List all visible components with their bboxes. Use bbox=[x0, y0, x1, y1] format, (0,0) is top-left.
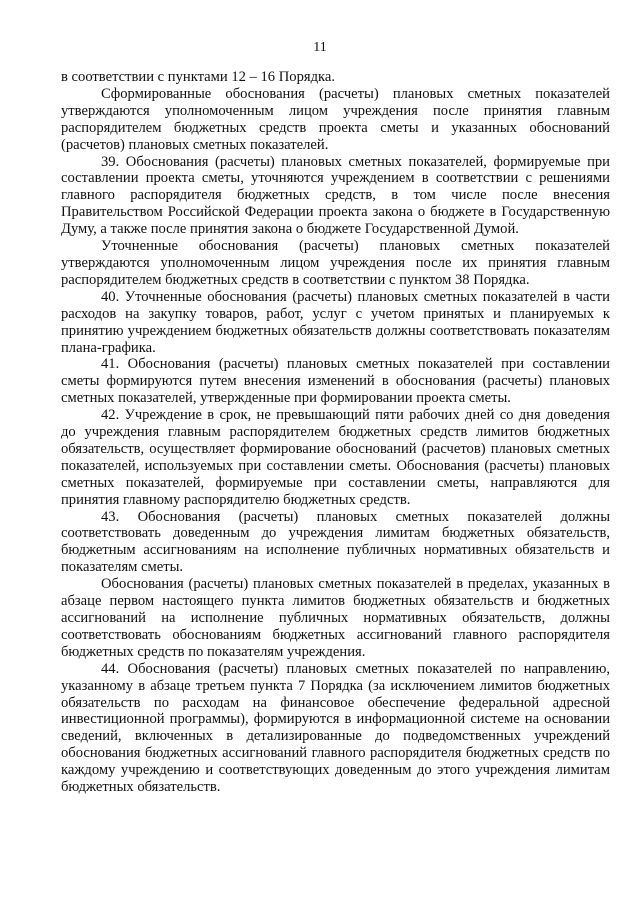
page-number: 11 bbox=[313, 40, 327, 55]
clause-41: 41. Обоснования (расчеты) плановых сметных показателей при составлении сметы формируются путем внесения изменений в обоснования (расчеты) плановых сметных показателей, утвержденные при формировании проекта сметы. bbox=[61, 356, 610, 407]
document-body bbox=[61, 69, 610, 796]
paragraph-refined-approval: Уточненные обоснования (расчеты) плановых сметных показателей утверждаются уполномоченным лицом учреждения после их принятия главным распорядителем бюджетных средств в соответствии с пунктом 38 Порядка. bbox=[61, 238, 610, 288]
clause-43: 43. Обоснования (расчеты) плановых сметных показателей должны соответствовать доведенным до учреждения лимитам бюджетных обязательств, бюджетным ассигнованиям на исполнение публичных нормативных обязательств и показателям сметы. bbox=[61, 508, 610, 576]
clause-40: 40. Уточненные обоснования (расчеты) плановых сметных показателей в части расходов на закупку товаров, работ, услуг с учетом принятых и планируемых к принятию учреждением бюджетных обязательств должны соответствовать показателям плана-графика. bbox=[61, 288, 610, 356]
paragraph-43-limits: Обоснования (расчеты) плановых сметных показателей в пределах, указанных в абзаце первом настоящего пункта лимитов бюджетных обязательств и бюджетных ассигнований на исполнение публичных нормативных обязательств, должны соответствовать обоснованиям бюджетных ассигнований главного распорядителя бюджетных средств по показателям учреждения. bbox=[61, 576, 610, 660]
clause-44: 44. Обоснования (расчеты) плановых сметных показателей по направлению, указанному в абзаце третьем пункта 7 Порядка (за исключением лимитов бюджетных обязательств по расходам на финансовое обеспечение федеральной адресной инвестиционной программы), формируются в информационной системе на основании сведений, включенных в детализированные до подведомственных учреждений обоснования бюджетных ассигнований главного распорядителя бюджетных средств по каждому учреждению и соответствующих доведенным до этого учреждения лимитам бюджетных обязательств. bbox=[61, 660, 610, 796]
paragraph-continuation: в соответствии с пунктами 12 – 16 Порядка. bbox=[61, 69, 336, 85]
clause-39: 39. Обоснования (расчеты) плановых сметных показателей, формируемые при составлении проекта сметы, уточняются учреждением в соответствии с решениями главного распорядителя бюджетных средств, в том числе после внесения Правительством Российской Федерации проекта закона о бюджете в Государственную Думу, а также после принятия закона о бюджете Государственной Думой. bbox=[61, 153, 610, 238]
paragraph-approval: Сформированные обоснования (расчеты) плановых сметных показателей утверждаются уполномоченным лицом учреждения после принятия главным распорядителем бюджетных средств проекта сметы и указанных обоснований (расчетов) плановых сметных показателей. bbox=[61, 85, 610, 153]
clause-42: 42. Учреждение в срок, не превышающий пяти рабочих дней со дня доведения до учреждения главным распорядителем бюджетных средств лимитов бюджетных обязательств, осуществляет формирование обоснований (расчетов) плановых сметных показателей, используемых при составлении сметы. Обоснования (расчеты) плановых сметных показателей, формируемые при составлении сметы, направляются для принятия главному распорядителю бюджетных средств. bbox=[61, 407, 610, 508]
